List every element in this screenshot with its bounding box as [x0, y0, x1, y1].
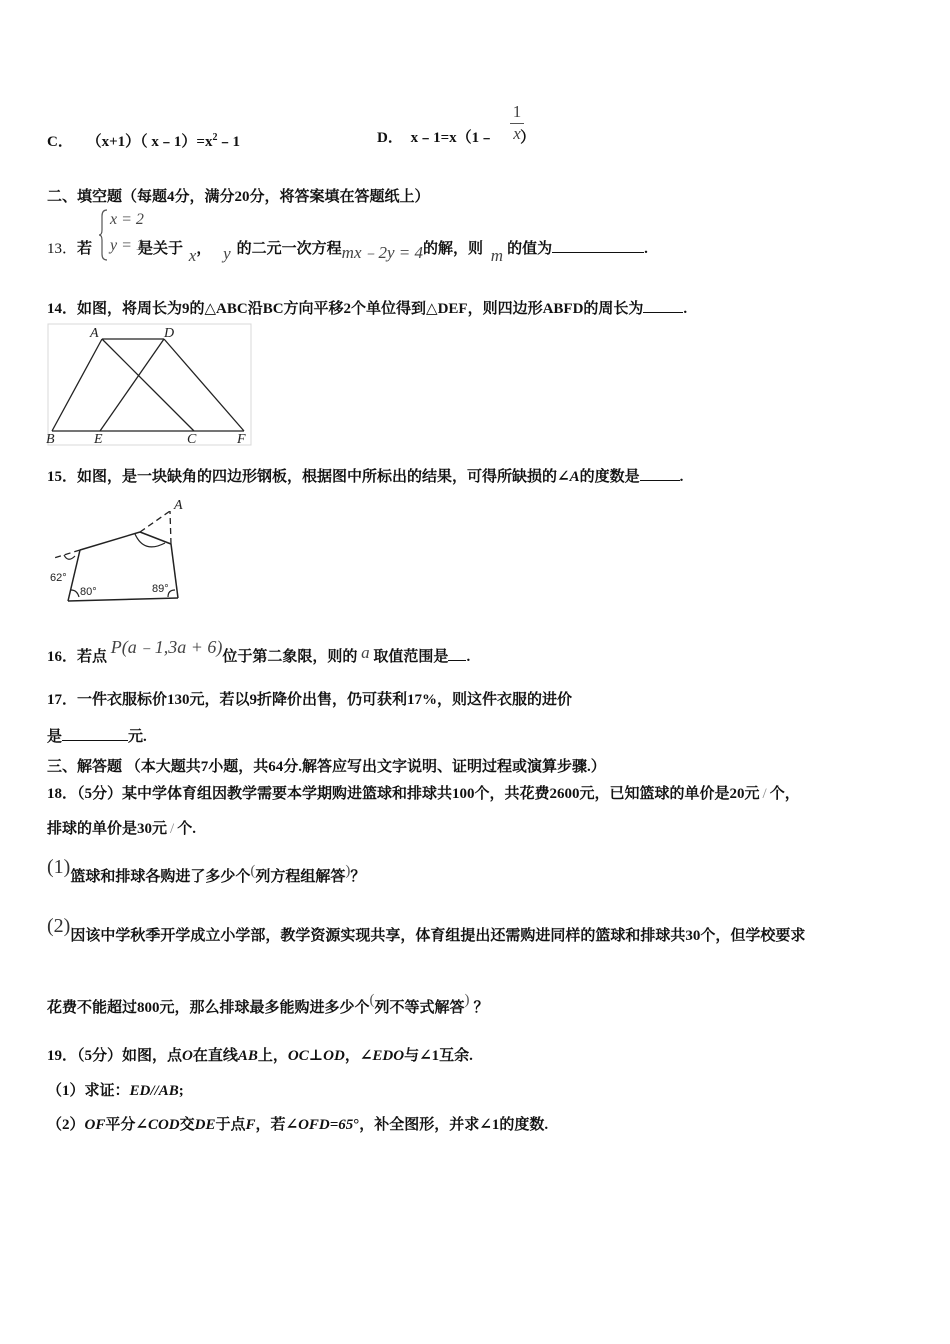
q18-line2-text: 排球的单价是30元: [47, 821, 168, 837]
arc-80: [71, 590, 79, 597]
label-89: 89°: [152, 583, 169, 595]
q18-slash: /: [762, 786, 767, 802]
option-d-expr: x﹣1=x（1﹣: [410, 130, 495, 146]
section3-heading: 三、解答题 （本大题共7小题，共64分.解答应写出文字说明、证明过程或演算步骤.）: [47, 759, 606, 775]
q18-part2-paren-open: (: [369, 992, 375, 1008]
q15-answer-blank[interactable]: [640, 464, 680, 481]
q15-end: .: [679, 469, 684, 485]
option-d-tail: ）: [520, 130, 536, 146]
q18-part2-end: ？: [473, 1000, 489, 1016]
q19-text-point: 于点: [215, 1117, 246, 1133]
q19-part2-label: （2）: [47, 1117, 85, 1133]
label-f: F: [237, 432, 246, 446]
label-80: 80°: [80, 586, 97, 598]
q13-text4: 的解，则: [423, 241, 484, 257]
figure-frame: [48, 324, 251, 445]
segment-ac: [102, 339, 194, 431]
q19-text-end: °，补全图形，并求∠1的度数.: [353, 1117, 549, 1133]
q16-var-a: a: [361, 643, 370, 662]
dashed-left-extension: [54, 550, 80, 558]
plate-bottom-edge: [68, 598, 178, 601]
q19-text-bisect: 平分∠: [105, 1117, 148, 1133]
q13-text2: 是关于: [138, 241, 184, 257]
q18-part1-hint: 列方程组解答: [255, 869, 346, 885]
q14-line: [47, 296, 687, 319]
q19-text-a: 19．（5分）如图，点: [47, 1048, 183, 1064]
q14-figure: [44, 322, 252, 446]
q15-var-a: A: [569, 469, 580, 485]
q19-f: F: [245, 1117, 256, 1133]
q17-line2: [47, 724, 147, 747]
option-c-label: C．: [47, 134, 73, 150]
q18-part2-text1: 因该中学秋季开学成立小学部，教学资源实现共享，体育组提出还需购进同样的篮球和排球共30个，但学校要求: [70, 928, 806, 944]
system-eq2: y = 1: [110, 237, 144, 254]
q19-text-if: ，若∠: [255, 1117, 299, 1133]
q18-part1-end: ？: [350, 869, 366, 885]
system-eq1: x = 2: [110, 211, 144, 228]
q18-part1-text: 篮球和排球各购进了多少个: [70, 869, 251, 885]
system-brace: [99, 208, 109, 262]
q17-text-a: 是: [47, 729, 63, 745]
q15-text-b: 的度数是: [579, 469, 640, 485]
q19-angle-edo: EDO: [372, 1048, 405, 1064]
frac-den: x: [513, 124, 521, 143]
q19-cod: COD: [147, 1117, 180, 1133]
q13-text3: 的二元一次方程: [236, 241, 342, 257]
label-b: B: [46, 432, 55, 446]
q19-ofd: OFD=65: [298, 1117, 354, 1133]
q13-equation: mx﹣2y = 4: [341, 243, 424, 262]
segment-df: [164, 339, 244, 431]
q13-text5: 的值为: [507, 241, 553, 257]
q18-part2-hint: 列不等式解答: [374, 1000, 465, 1016]
q14-end: .: [683, 301, 688, 317]
option-d-fraction: [510, 102, 524, 144]
dashed-right-extension: [170, 511, 171, 544]
q13-var-m: m: [490, 246, 504, 265]
option-c-tail: ﹣1: [217, 134, 240, 150]
q19-part2: [47, 1115, 548, 1135]
q19-line-ab: AB: [237, 1048, 258, 1064]
q19-text-c: 上，: [257, 1048, 288, 1064]
q13-end: .: [644, 241, 648, 257]
q18-part1: [47, 856, 366, 887]
q18-part2-num: (2): [47, 915, 71, 937]
plate-top-edge: [80, 532, 140, 550]
label-e: E: [94, 432, 103, 446]
option-c-sup: 2: [212, 132, 218, 143]
q16-text3: 取值范围是: [373, 649, 449, 665]
q13-var-x: x: [188, 246, 197, 265]
q19-text-cross: 交: [179, 1117, 195, 1133]
q18-part2-paren-close: ): [464, 992, 470, 1008]
q18-line1: [47, 784, 800, 804]
q17-line1: 17．一件衣服标价130元，若以9折降价出售，仍可获利17%，则这件衣服的进价: [47, 692, 573, 708]
q19-line1: [47, 1046, 473, 1066]
q16-point-expr: [111, 637, 223, 657]
q16-text1: 16．若点: [47, 649, 108, 665]
q18-line2: [47, 819, 196, 839]
label-c: C: [187, 432, 197, 446]
q19-part1-label: （1）求证：: [47, 1083, 130, 1099]
option-d-label: D．: [377, 130, 403, 146]
q19-part1-expr: ED//AB: [129, 1083, 179, 1099]
q18-part2-text2: 花费不能超过800元，那么排球最多能购进多少个: [47, 1000, 370, 1016]
q16-text2: 位于第二象限，则的: [222, 649, 358, 665]
arc-62: [64, 555, 75, 559]
q17-text-b: 元.: [128, 729, 147, 745]
q14-answer-blank[interactable]: [643, 296, 683, 313]
q18-line2-end: 个.: [177, 821, 196, 837]
q13-answer-blank[interactable]: [552, 236, 644, 253]
q13-text1: 若: [77, 241, 93, 257]
q18-part1-paren-open: (: [250, 863, 256, 879]
q18-part1-paren-close: ): [345, 863, 351, 879]
q19-perp: OC⊥OD: [287, 1048, 345, 1064]
q18-line1-end: 个，: [769, 786, 800, 802]
q15-line: [47, 464, 683, 487]
segment-ab: [52, 339, 102, 431]
q16-end: .: [466, 649, 471, 665]
q18-part2-line1: [47, 915, 806, 946]
q16-line: [47, 637, 471, 667]
plate-cut-edge: [140, 532, 171, 544]
label-d: D: [164, 326, 175, 341]
dashed-top-extension: [140, 511, 170, 532]
arc-89: [168, 590, 175, 597]
point-p: P: [110, 637, 122, 657]
q19-part1-end: ;: [178, 1083, 184, 1099]
q19-text-d: ，∠: [344, 1048, 373, 1064]
q19-part1: [47, 1081, 184, 1101]
q19-point-o: O: [182, 1048, 193, 1064]
q18-line1-text: 18．（5分）某中学体育组因教学需要本学期购进篮球和排球共100个，共花费2600元，已知篮球的单价是20元: [47, 786, 760, 802]
q14-text: 14．如图，将周长为9的△ABC沿BC方向平移2个单位得到△DEF，则四边形ABFD的周长为: [47, 301, 644, 317]
section2-heading: 二、填空题（每题4分，满分20分，将答案填在答题纸上）: [47, 189, 430, 205]
q18-part2-line2: [47, 992, 489, 1018]
q19-text-b: 在直线: [192, 1048, 238, 1064]
segment-de: [100, 339, 164, 431]
point-coords: (a﹣1,3a + 6): [121, 637, 223, 657]
label-angle-a: A: [174, 498, 183, 513]
q18-line2-slash: /: [170, 821, 175, 837]
q13-var-y: y: [223, 244, 231, 263]
q16-answer-blank[interactable]: [448, 644, 466, 661]
q19-de: DE: [194, 1117, 216, 1133]
q13-comma: ，: [196, 241, 212, 257]
q13-num: 13．: [47, 241, 78, 257]
q15-figure: [44, 494, 190, 606]
label-62: 62°: [50, 572, 67, 584]
q17-answer-blank[interactable]: [62, 724, 128, 741]
option-c-expr: （x+1）（ x﹣1）=x: [86, 134, 213, 150]
q19-of: OF: [84, 1117, 106, 1133]
label-a: A: [90, 326, 99, 341]
frac-num: 1: [512, 102, 522, 121]
q19-text-e: 与∠1互余.: [404, 1048, 473, 1064]
q15-text-a: 15．如图，是一块缺角的四边形钢板，根据图中所标出的结果，可得所缺损的∠: [47, 469, 570, 485]
q18-part1-num: (1): [47, 856, 71, 878]
q12-option-c: [47, 128, 240, 152]
